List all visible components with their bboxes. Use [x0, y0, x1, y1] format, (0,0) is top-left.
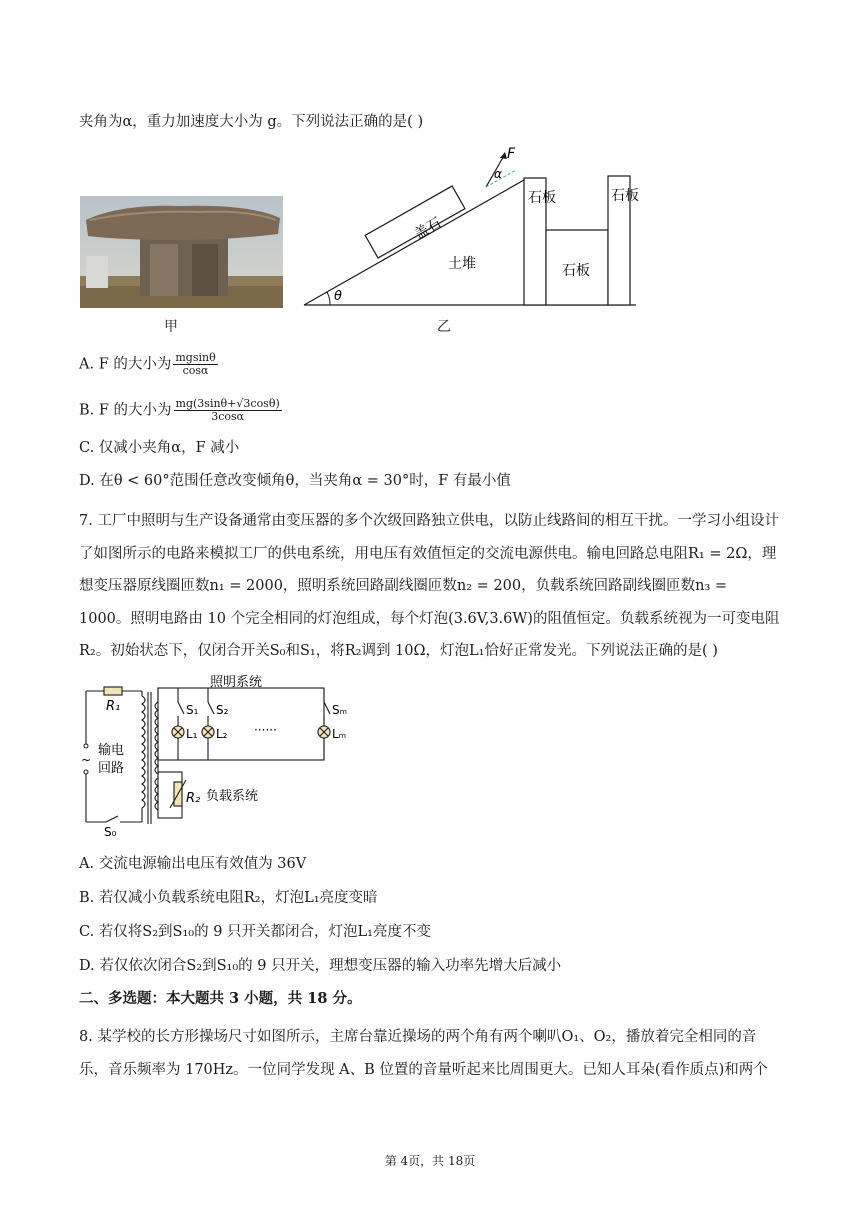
l1-label: L₁ [186, 727, 198, 741]
load-label: 负载系统 [206, 789, 259, 804]
slab-mid-label: 石板 [562, 263, 590, 279]
s0-label: S₀ [104, 825, 117, 839]
q6-option-d: D. 在θ < 60°范围任意改变倾角θ，当夹角α = 30°时，F 有最小值 [79, 473, 511, 489]
fig-yi-label: 乙 [437, 319, 451, 335]
q7-option-d: D. 若仅依次闭合S₂到S₁₀的 9 只开关，理想变压器的输入功率先增大后减小 [79, 958, 562, 974]
slab-left-label: 石板 [528, 190, 556, 206]
transmission-label-1: 输电 [98, 743, 125, 758]
lm-label: Lₘ [332, 727, 347, 741]
q8-stem: 8. 某学校的长方形操场尺寸如图所示，主席台靠近操场的两个角有两个喇叭O₁、O₂，播放着完全相同的音乐，音乐频率为 170Hz。一位同学发现 A、B 位置的音量听起来比周围更大。已知人耳朵(看作质点)和两个 [79, 1029, 768, 1078]
slab-right-label: 石板 [611, 188, 639, 204]
q7-stem: 7. 工厂中照明与生产设备通常由变压器的多个次级回路独立供电，以防止线路间的相互干扰。一学习小组设计了如图所示的电路来模拟工厂的供电系统，用电压有效值恒定的交流电源供电。输电回路总电阻R₁ = 2Ω，理想变压器原线圈匝数n₁ = 2000，照明系统回路副线圈匝数n₂ = 200，负载系统回路副线圈匝数n₃ = 1000。照明电路由 10 个完全相同的灯泡组成，每个灯泡(3.6V,3.6W)的阻值恒定。负载系统视为一可变电阻R₂。初始状态下，仅闭合开关S₀和S₁，将R₂调到 10Ω，灯泡L₁恰好正常发光。下列说法正确的是( ) [79, 513, 780, 659]
ac-symbol: ~ [81, 753, 92, 767]
section-heading: 二、多选题：本大题共 3 小题，共 18 分。 [79, 990, 362, 1007]
lighting-label: 照明系统 [210, 675, 263, 690]
s1-label: S₁ [186, 703, 199, 717]
q6-option-c: C. 仅减小夹角α，F 减小 [79, 440, 240, 456]
q6-option-a: A. F 的大小为 $\frac{mgsin\theta}{\cos\alpha}$ [79, 351, 216, 377]
r1-label: R₁ [106, 699, 121, 714]
force-label: F [507, 146, 516, 162]
alpha-label: α [494, 167, 502, 181]
q6-stem-tail: 夹角为α，重力加速度大小为 g。下列说法正确的是( ) [79, 114, 424, 130]
cap-stone-label: 盖石 [411, 215, 445, 243]
s2-label: S₂ [216, 703, 229, 717]
page-footer: 第 4页，共 18页 [384, 1154, 476, 1168]
dots-label: ······ [254, 723, 277, 737]
q6-option-b: B. F 的大小为 $\frac{mg(3\sin\theta+√3\cos\theta)}{3\cos\alpha}$ [79, 397, 280, 423]
circuit-diagram [78, 674, 368, 840]
dolmen-photo [80, 196, 283, 308]
q7-option-a: A. 交流电源输出电压有效值为 36V [79, 856, 307, 872]
soil-label: 土堆 [448, 256, 476, 272]
incline-diagram [300, 140, 640, 312]
sm-label: Sₘ [332, 703, 348, 717]
fig-jia-label: 甲 [164, 319, 178, 335]
q7-option-b: B. 若仅减小负载系统电阻R₂，灯泡L₁亮度变暗 [79, 890, 378, 906]
theta-label: θ [334, 289, 342, 304]
l2-label: L₂ [216, 727, 228, 741]
q7-option-c: C. 若仅将S₂到S₁₀的 9 只开关都闭合，灯泡L₁亮度不变 [79, 924, 431, 940]
transmission-label-2: 回路 [98, 761, 125, 776]
r2-label: R₂ [186, 791, 201, 806]
